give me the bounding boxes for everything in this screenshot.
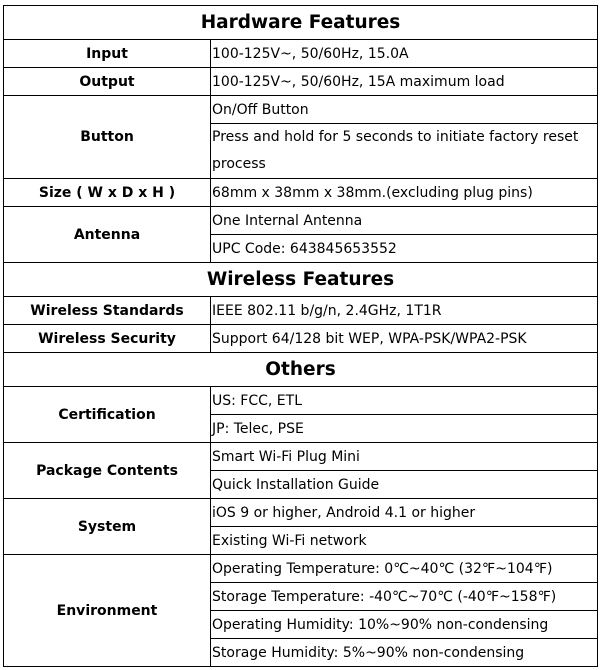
table-row: [4, 555, 598, 583]
row-value-button-1: On/Off Button: [211, 96, 598, 124]
row-label-environment: Environment: [4, 555, 211, 667]
table-row: [4, 387, 598, 415]
table-row: [4, 96, 598, 124]
section-row: [4, 263, 598, 297]
row-label-antenna: Antenna: [4, 207, 211, 263]
row-value-input: 100-125V~, 50/60Hz, 15.0A: [211, 40, 598, 68]
table-row: [4, 325, 598, 353]
row-label-certification: Certification: [4, 387, 211, 443]
table-row: [4, 40, 598, 68]
spec-table: [3, 5, 598, 667]
table-row: [4, 499, 598, 527]
row-label-button: Button: [4, 96, 211, 179]
row-label-system: System: [4, 499, 211, 555]
row-value-system-2: Existing Wi-Fi network: [211, 527, 598, 555]
section-row: [4, 353, 598, 387]
table-row: [4, 179, 598, 207]
row-label-input: Input: [4, 40, 211, 68]
row-value-environment-1: Operating Temperature: 0℃~40℃ (32℉~104℉): [211, 555, 598, 583]
row-value-environment-3: Operating Humidity: 10%~90% non-condensing: [211, 611, 598, 639]
row-label-wireless-security: Wireless Security: [4, 325, 211, 353]
section-heading-others: Others: [4, 353, 598, 387]
row-value-button-2: Press and hold for 5 seconds to initiate factory reset process: [211, 124, 598, 179]
row-value-size: 68mm x 38mm x 38mm.(excluding plug pins): [211, 179, 598, 207]
table-row: [4, 207, 598, 235]
row-value-system-1: iOS 9 or higher, Android 4.1 or higher: [211, 499, 598, 527]
table-row: [4, 443, 598, 471]
row-value-wireless-standards: IEEE 802.11 b/g/n, 2.4GHz, 1T1R: [211, 297, 598, 325]
row-value-environment-2: Storage Temperature: -40℃~70℃ (-40℉~158℉): [211, 583, 598, 611]
row-label-size: Size ( W x D x H ): [4, 179, 211, 207]
row-value-environment-4: Storage Humidity: 5%~90% non-condensing: [211, 639, 598, 667]
row-label-package-contents: Package Contents: [4, 443, 211, 499]
table-row: [4, 68, 598, 96]
row-value-wireless-security: Support 64/128 bit WEP, WPA-PSK/WPA2-PSK: [211, 325, 598, 353]
section-row: [4, 6, 598, 40]
row-value-certification-1: US: FCC, ETL: [211, 387, 598, 415]
row-label-output: Output: [4, 68, 211, 96]
row-value-output: 100-125V~, 50/60Hz, 15A maximum load: [211, 68, 598, 96]
row-value-certification-2: JP: Telec, PSE: [211, 415, 598, 443]
section-heading-hardware: Hardware Features: [4, 6, 598, 40]
row-value-antenna-1: One Internal Antenna: [211, 207, 598, 235]
row-label-wireless-standards: Wireless Standards: [4, 297, 211, 325]
row-value-package-contents-2: Quick Installation Guide: [211, 471, 598, 499]
row-value-package-contents-1: Smart Wi-Fi Plug Mini: [211, 443, 598, 471]
table-row: [4, 297, 598, 325]
row-value-antenna-2: UPC Code: 643845653552: [211, 235, 598, 263]
section-heading-wireless: Wireless Features: [4, 263, 598, 297]
